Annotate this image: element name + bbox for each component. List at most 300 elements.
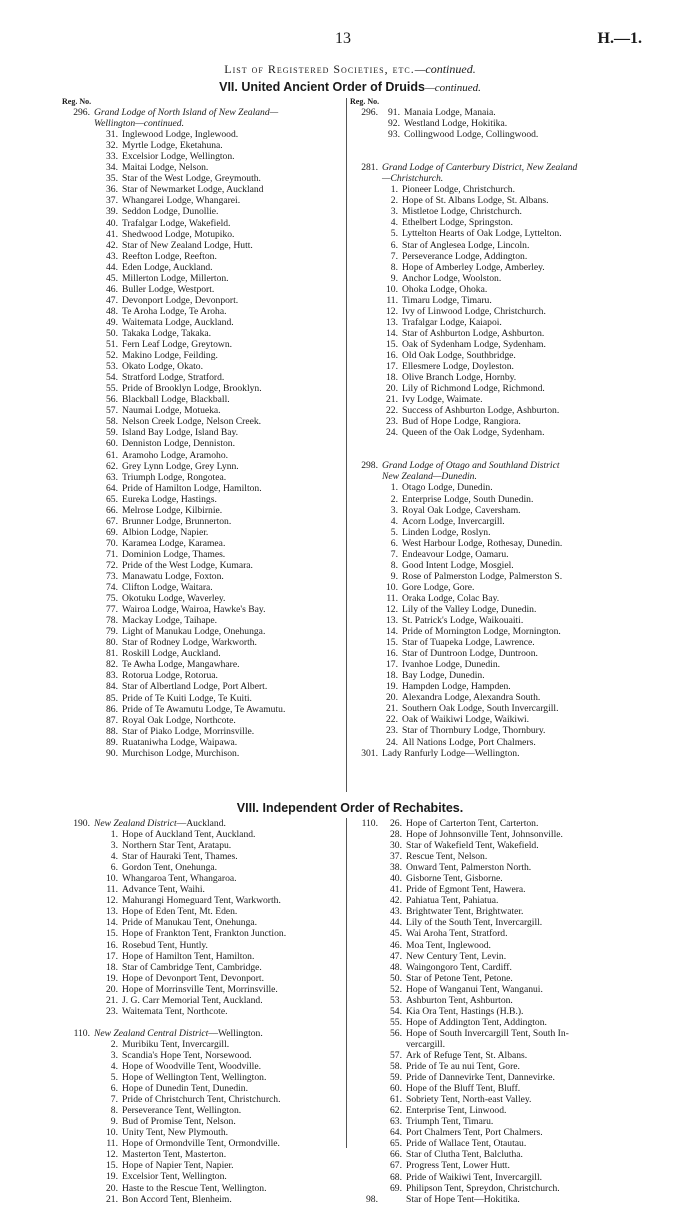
list-item xyxy=(62,1116,344,1127)
entry-number: 37. xyxy=(390,851,402,863)
entry-number: 21. xyxy=(386,703,398,715)
entry-number: 36. xyxy=(106,184,118,196)
entry-text: Bud of Promise Tent, Nelson. xyxy=(122,1116,236,1128)
entry-text: Blackball Lodge, Blackball. xyxy=(122,394,230,406)
entry-text: Old Oak Lodge, Southbridge. xyxy=(402,349,516,361)
entry-number: 58. xyxy=(390,1061,402,1073)
list-item xyxy=(350,228,650,239)
entry-text: Mistletoe Lodge, Christchurch. xyxy=(402,206,522,218)
entry-text: Rotorua Lodge, Rotorua. xyxy=(122,670,218,682)
list-item xyxy=(350,372,650,383)
list-item xyxy=(350,862,650,873)
entry-text: Devonport Lodge, Devonport. xyxy=(122,294,239,306)
list-item xyxy=(350,1149,650,1160)
group-title-text: Grand Lodge of North Island of New Zealand— xyxy=(94,107,279,119)
entry-text: Myrtle Lodge, Eketahuna. xyxy=(122,140,223,152)
entry-text: Manaia Lodge, Manaia. xyxy=(404,107,496,119)
list-item xyxy=(62,1171,344,1182)
entry-text: Perseverance Lodge, Addington. xyxy=(402,250,528,262)
entry-text: Pride of Egmont Tent, Hawera. xyxy=(406,884,526,896)
entry-number: 62. xyxy=(390,1105,402,1117)
entry-number: 17. xyxy=(386,659,398,671)
entry-text: West Harbour Lodge, Rothesay, Dunedin. xyxy=(402,537,563,549)
entry-text: Royal Oak Lodge, Caversham. xyxy=(402,504,521,516)
list-item xyxy=(62,748,342,759)
list-item xyxy=(62,483,342,494)
list-item xyxy=(350,995,650,1006)
group-title xyxy=(90,818,226,829)
group-heading xyxy=(350,162,650,173)
entry-number: 38. xyxy=(390,862,402,874)
entry-number: 56. xyxy=(390,1027,402,1039)
entry-number: 49. xyxy=(106,316,118,328)
entry-text: Ohoka Lodge, Ohoka. xyxy=(402,283,488,295)
list-item xyxy=(350,818,650,829)
entry-number: 47. xyxy=(106,294,118,306)
entry-number: 14. xyxy=(106,917,118,929)
list-item xyxy=(62,438,342,449)
section-8-title: VIII. Independent Order of Rechabites. xyxy=(236,801,464,815)
entry-number: 3. xyxy=(110,1049,118,1061)
entry-number: 14. xyxy=(386,327,398,339)
entry-text: Maitai Lodge, Nelson. xyxy=(122,162,209,174)
rechabites-left-column xyxy=(62,818,344,1205)
list-item xyxy=(350,648,650,659)
entry-number: 45. xyxy=(106,272,118,284)
entry-number: 81. xyxy=(106,648,118,660)
entry-number: 92. xyxy=(388,118,400,130)
druids-left-column xyxy=(62,96,342,759)
entry-text: Te Aroha Lodge, Te Aroha. xyxy=(122,305,227,317)
entry-number: 11. xyxy=(386,294,398,306)
entry-text: Otago Lodge, Dunedin. xyxy=(402,482,493,494)
entry-number: 4. xyxy=(110,1060,118,1072)
entry-number: 23. xyxy=(386,416,398,428)
list-item xyxy=(350,206,650,217)
entry-number: 11. xyxy=(386,592,398,604)
entry-text: Muribiku Tent, Invercargill. xyxy=(122,1038,230,1050)
entry-text: Eden Lodge, Auckland. xyxy=(122,261,213,273)
entry-number: 40. xyxy=(106,217,118,229)
entry-number: 67. xyxy=(106,515,118,527)
entry-text: Gisborne Tent, Gisborne. xyxy=(406,873,503,885)
entry-text: Hope of Morrinsville Tent, Morrinsville. xyxy=(122,983,278,995)
list-item xyxy=(350,615,650,626)
entry-number: 78. xyxy=(106,615,118,627)
entry-text: Star of Hope Tent—Hokitika. xyxy=(406,1193,520,1205)
list-item xyxy=(62,1072,344,1083)
list-item xyxy=(62,571,342,582)
reg-number xyxy=(350,995,378,1006)
entry-number: 8. xyxy=(390,559,398,571)
entry-number: 16. xyxy=(106,939,118,951)
rechabites-right-column xyxy=(350,818,650,1205)
entry-text: Ethelbert Lodge, Springston. xyxy=(402,217,513,229)
reg-number: 281. xyxy=(361,162,378,174)
reg-number xyxy=(350,1127,378,1138)
entry-text: Fern Leaf Lodge, Greytown. xyxy=(122,339,233,351)
list-item xyxy=(350,240,650,251)
entry-number: 14. xyxy=(386,626,398,638)
entry-text: New Century Tent, Levin. xyxy=(406,950,507,962)
entry-number: 8. xyxy=(110,1105,118,1117)
list-item xyxy=(350,895,650,906)
entry-number: 4. xyxy=(110,851,118,863)
entry-number: 54. xyxy=(390,1005,402,1017)
entry-text: Clifton Lodge, Waitara. xyxy=(122,582,213,594)
reg-no-label: Reg. No. xyxy=(350,97,380,106)
entry-text: Philipson Tent, Spreydon, Christchurch. xyxy=(406,1182,560,1194)
entry-text: Star of Clutha Tent, Balclutha. xyxy=(406,1149,523,1161)
entry-number: 1. xyxy=(390,184,398,196)
group-title-text: New Zealand District xyxy=(94,818,177,829)
list-item xyxy=(350,604,650,615)
reg-number xyxy=(350,118,378,129)
list-item xyxy=(62,560,342,571)
entry-text: Eureka Lodge, Hastings. xyxy=(122,493,217,505)
list-item xyxy=(350,251,650,262)
entry-number: 26. xyxy=(390,818,402,829)
group-heading xyxy=(62,1028,344,1039)
list-item xyxy=(350,840,650,851)
entry-number: 18. xyxy=(386,372,398,384)
entry-number: 13. xyxy=(386,615,398,627)
entry-text: Karamea Lodge, Karamea. xyxy=(122,537,226,549)
reg-number xyxy=(350,962,378,973)
entry-text: Success of Ashburton Lodge, Ashburton. xyxy=(402,405,560,417)
entry-number: 6. xyxy=(390,239,398,251)
list-item xyxy=(62,1194,344,1205)
list-item xyxy=(350,571,650,582)
page-number: 13 xyxy=(335,30,351,47)
entry-text: Oak of Sydenham Lodge, Sydenham. xyxy=(402,338,546,350)
list-item xyxy=(62,405,342,416)
entry-text: St. Patrick's Lodge, Waikouaiti. xyxy=(402,615,524,627)
entry-number: 15. xyxy=(106,928,118,940)
entry-text: Haste to the Rescue Tent, Wellington. xyxy=(122,1182,267,1194)
reg-number xyxy=(350,1138,378,1149)
entry-number: 7. xyxy=(390,548,398,560)
entry-text: Scandia's Hope Tent, Norsewood. xyxy=(122,1049,252,1061)
entry-number: 90. xyxy=(106,747,118,759)
entry-text: Hope of Hamilton Tent, Hamilton. xyxy=(122,950,255,962)
entry-number: 45. xyxy=(390,928,402,940)
entry-text: Linden Lodge, Roslyn. xyxy=(402,526,491,538)
list-item xyxy=(62,295,342,306)
entry-text: Rosebud Tent, Huntly. xyxy=(122,939,208,951)
entry-number: 10. xyxy=(386,283,398,295)
group-title xyxy=(378,460,560,471)
entry-number: 46. xyxy=(106,283,118,295)
entry-number: 75. xyxy=(106,593,118,605)
entry-number: 54. xyxy=(106,372,118,384)
entry-text: Star of Anglesea Lodge, Lincoln. xyxy=(402,239,530,251)
entry-text: Roskill Lodge, Auckland. xyxy=(122,648,221,660)
entry-text: Whangaroa Tent, Whangaroa. xyxy=(122,873,237,885)
list-item xyxy=(350,527,650,538)
entry-number: 57. xyxy=(106,405,118,417)
list-item xyxy=(62,995,344,1006)
entry-number: 2. xyxy=(390,195,398,207)
reg-number xyxy=(350,895,378,906)
entry-text: Star of Cambridge Tent, Cambridge. xyxy=(122,961,262,973)
list-item xyxy=(350,361,650,372)
entry-text: Wai Aroha Tent, Stratford. xyxy=(406,928,508,940)
list-item xyxy=(350,339,650,350)
entry-text: All Nations Lodge, Port Chalmers. xyxy=(402,736,536,748)
entry-text: Progress Tent, Lower Hutt. xyxy=(406,1160,510,1172)
entry-number: 10. xyxy=(106,1127,118,1139)
entry-text: Star of Albertland Lodge, Port Albert. xyxy=(122,681,268,693)
entry-number: 66. xyxy=(106,504,118,516)
entry-text: Perseverance Tent, Wellington. xyxy=(122,1105,242,1117)
group-title xyxy=(90,1028,263,1039)
list-item xyxy=(62,383,342,394)
entry-number: 53. xyxy=(106,361,118,373)
entry-text: Queen of the Oak Lodge, Sydenham. xyxy=(402,427,545,439)
list-item xyxy=(62,229,342,240)
spacer xyxy=(62,1017,344,1028)
list-item xyxy=(62,648,342,659)
entry-text: Star of Ashburton Lodge, Ashburton. xyxy=(402,327,545,339)
entry-number: 12. xyxy=(386,305,398,317)
entry-number: 74. xyxy=(106,582,118,594)
list-item xyxy=(62,317,342,328)
reg-number xyxy=(350,1183,378,1194)
spacer xyxy=(350,449,650,460)
entry-number: 52. xyxy=(390,983,402,995)
entry-text: Pride of Waikiwi Tent, Invercargill. xyxy=(406,1171,543,1183)
entry-number: 53. xyxy=(390,994,402,1006)
list-item xyxy=(350,1194,650,1205)
entry-number: 23. xyxy=(106,1005,118,1017)
entry-text: Stratford Lodge, Stratford. xyxy=(122,372,225,384)
list-item xyxy=(350,940,650,951)
reg-number: 110. xyxy=(73,1027,90,1039)
entry-number: 55. xyxy=(106,383,118,395)
entry-text: Star of New Zealand Lodge, Hutt. xyxy=(122,239,253,251)
entry-text: Brightwater Tent, Brightwater. xyxy=(406,906,524,918)
entry-number: 65. xyxy=(390,1138,402,1150)
list-item xyxy=(62,1094,344,1105)
list-item xyxy=(350,350,650,361)
entry-number: 4. xyxy=(390,217,398,229)
entry-number: 12. xyxy=(106,895,118,907)
entry-text: Pride of Christchurch Tent, Christchurch. xyxy=(122,1094,281,1106)
entry-text: Inglewood Lodge, Inglewood. xyxy=(122,129,239,141)
column-divider-2 xyxy=(346,818,347,1148)
entry-text: Pride of Te Kuiti Lodge, Te Kuiti. xyxy=(122,692,252,704)
entry-text: Hope of Devonport Tent, Devonport. xyxy=(122,972,264,984)
entry-text: Star of Newmarket Lodge, Auckland xyxy=(122,184,264,196)
list-item xyxy=(62,516,342,527)
entry-text: Hope of Woodville Tent, Woodville. xyxy=(122,1060,262,1072)
entry-number: 9. xyxy=(390,570,398,582)
list-item xyxy=(62,726,342,737)
entry-text: Hope of South Invercargill Tent, South In- xyxy=(406,1027,569,1039)
entry-number: 60. xyxy=(390,1083,402,1095)
list-item xyxy=(62,962,344,973)
entry-number: 20. xyxy=(386,692,398,704)
entry-text: Rose of Palmerston Lodge, Palmerston S. xyxy=(402,570,563,582)
reg-number xyxy=(350,917,378,928)
reg-number xyxy=(350,884,378,895)
group-place: —Wellington. xyxy=(208,1027,263,1039)
list-item xyxy=(350,107,650,118)
entry-number: 64. xyxy=(106,482,118,494)
entry-number: 1. xyxy=(110,829,118,841)
entry-number: 58. xyxy=(106,416,118,428)
entry-number: 11. xyxy=(106,1138,118,1150)
entry-text: Pioneer Lodge, Christchurch. xyxy=(402,184,515,196)
group-title-text: New Zealand Central District xyxy=(94,1027,209,1039)
list-item xyxy=(62,549,342,560)
list-item xyxy=(350,681,650,692)
entry-number: 71. xyxy=(106,548,118,560)
entry-number: 80. xyxy=(106,637,118,649)
entry-text: Hampden Lodge, Hampden. xyxy=(402,681,511,693)
entry-text: Grey Lynn Lodge, Grey Lynn. xyxy=(122,460,239,472)
list-item xyxy=(350,1072,650,1083)
entry-number: 41. xyxy=(390,884,402,896)
list-item xyxy=(62,251,342,262)
entry-number: 5. xyxy=(390,526,398,538)
entry-text: Pahiatua Tent, Pahiatua. xyxy=(406,895,499,907)
list-item xyxy=(62,693,342,704)
entry-number: 10. xyxy=(106,873,118,885)
entry-number: 18. xyxy=(106,961,118,973)
list-item xyxy=(62,416,342,427)
list-item xyxy=(62,973,344,984)
entry-text: Hope of Wanganui Tent, Wanganui. xyxy=(406,983,543,995)
entry-text: Lily of the South Tent, Invercargill. xyxy=(406,917,543,929)
list-item xyxy=(350,405,650,416)
list-item xyxy=(62,328,342,339)
list-item xyxy=(62,928,344,939)
list-item xyxy=(350,670,650,681)
entry-text: Anchor Lodge, Woolston. xyxy=(402,272,502,284)
group-title-continuation: Wellington—continued. xyxy=(94,118,184,130)
list-item xyxy=(62,873,344,884)
entry-number: 2. xyxy=(390,493,398,505)
list-item xyxy=(62,284,342,295)
reg-number: 298. xyxy=(361,460,378,472)
reg-number xyxy=(350,928,378,939)
list-item xyxy=(350,962,650,973)
list-item xyxy=(62,206,342,217)
entry-number: 48. xyxy=(106,305,118,317)
entry-text: Bon Accord Tent, Blenheim. xyxy=(122,1193,232,1205)
entry-number: 11. xyxy=(106,884,118,896)
entry-number: 17. xyxy=(106,950,118,962)
list-item xyxy=(62,306,342,317)
list-item xyxy=(350,737,650,748)
list-item xyxy=(350,703,650,714)
entry-number: 42. xyxy=(390,895,402,907)
entry-text: Pride of Wallace Tent, Otautau. xyxy=(406,1138,527,1150)
list-item xyxy=(350,714,650,725)
list-item xyxy=(350,851,650,862)
entry-text: Hope of Carterton Tent, Carterton. xyxy=(406,818,539,829)
entry-text: Takaka Lodge, Takaka. xyxy=(122,327,212,339)
entry-number: 52. xyxy=(106,350,118,362)
entry-text: Star of Petone Tent, Petone. xyxy=(406,972,513,984)
entry-number: 21. xyxy=(106,1193,118,1205)
list-item xyxy=(62,173,342,184)
entry-number: 19. xyxy=(106,972,118,984)
list-item xyxy=(350,482,650,493)
entry-text: Light of Manukau Lodge, Onehunga. xyxy=(122,626,266,638)
list-item xyxy=(62,895,344,906)
column-divider xyxy=(346,98,347,792)
entry-number: 40. xyxy=(390,873,402,885)
entry-text: Pride of Mornington Lodge, Mornington. xyxy=(402,626,561,638)
list-item xyxy=(350,1083,650,1094)
entry-text: Ivanhoe Lodge, Dunedin. xyxy=(402,659,501,671)
entry-text: Triumph Tent, Timaru. xyxy=(406,1116,494,1128)
entry-number: 5. xyxy=(390,228,398,240)
list-item xyxy=(350,505,650,516)
list-item xyxy=(62,361,342,372)
entry-text: Wairoa Lodge, Wairoa, Hawke's Bay. xyxy=(122,604,266,616)
list-item xyxy=(350,951,650,962)
entry-number: 59. xyxy=(106,427,118,439)
list-item xyxy=(62,372,342,383)
list-item xyxy=(350,1105,650,1116)
entry-number: 28. xyxy=(390,829,402,841)
entry-text: Enterprise Lodge, South Dunedin. xyxy=(402,493,534,505)
reg-number xyxy=(350,1083,378,1094)
list-item xyxy=(62,1183,344,1194)
list-item xyxy=(350,129,650,140)
list-item xyxy=(350,317,650,328)
entry-number: 34. xyxy=(106,162,118,174)
list-item xyxy=(62,339,342,350)
entry-text: Denniston Lodge, Denniston. xyxy=(122,438,235,450)
reg-number: 296. xyxy=(361,107,378,119)
entry-text: Waitemata Lodge, Auckland. xyxy=(122,316,234,328)
entry-text: Moa Tent, Inglewood. xyxy=(406,939,491,951)
entry-text: J. G. Carr Memorial Tent, Auckland. xyxy=(122,994,263,1006)
list-item xyxy=(62,1138,344,1149)
group-heading xyxy=(62,107,342,118)
list-item xyxy=(350,184,650,195)
list-item xyxy=(350,416,650,427)
entry-text: Ivy of Linwood Lodge, Christchurch. xyxy=(402,305,546,317)
entry-text: Pride of Dannevirke Tent, Dannevirke. xyxy=(406,1072,555,1084)
list-item xyxy=(350,692,650,703)
entry-number: 37. xyxy=(106,195,118,207)
entry-text: Excelsior Tent, Wellington. xyxy=(122,1171,227,1183)
entry-number: 68. xyxy=(390,1171,402,1183)
entry-text: Acorn Lodge, Invercargill. xyxy=(402,515,505,527)
list-item xyxy=(62,670,342,681)
entry-number: 66. xyxy=(390,1149,402,1161)
entry-text: Enterprise Tent, Linwood. xyxy=(406,1105,507,1117)
list-item xyxy=(62,151,342,162)
list-item xyxy=(62,704,342,715)
reg-number xyxy=(350,1061,378,1072)
list-item xyxy=(62,604,342,615)
entry-number: 64. xyxy=(390,1127,402,1139)
entry-number: 93. xyxy=(388,129,400,141)
entry-text: Hope of Eden Tent, Mt. Eden. xyxy=(122,906,238,918)
reg-no-label: Reg. No. xyxy=(62,97,92,106)
entry-text: Aramoho Lodge, Aramoho. xyxy=(122,449,229,461)
entry-number: 6. xyxy=(110,1083,118,1095)
entry-text: Onward Tent, Palmerston North. xyxy=(406,862,532,874)
spacer xyxy=(350,151,650,162)
